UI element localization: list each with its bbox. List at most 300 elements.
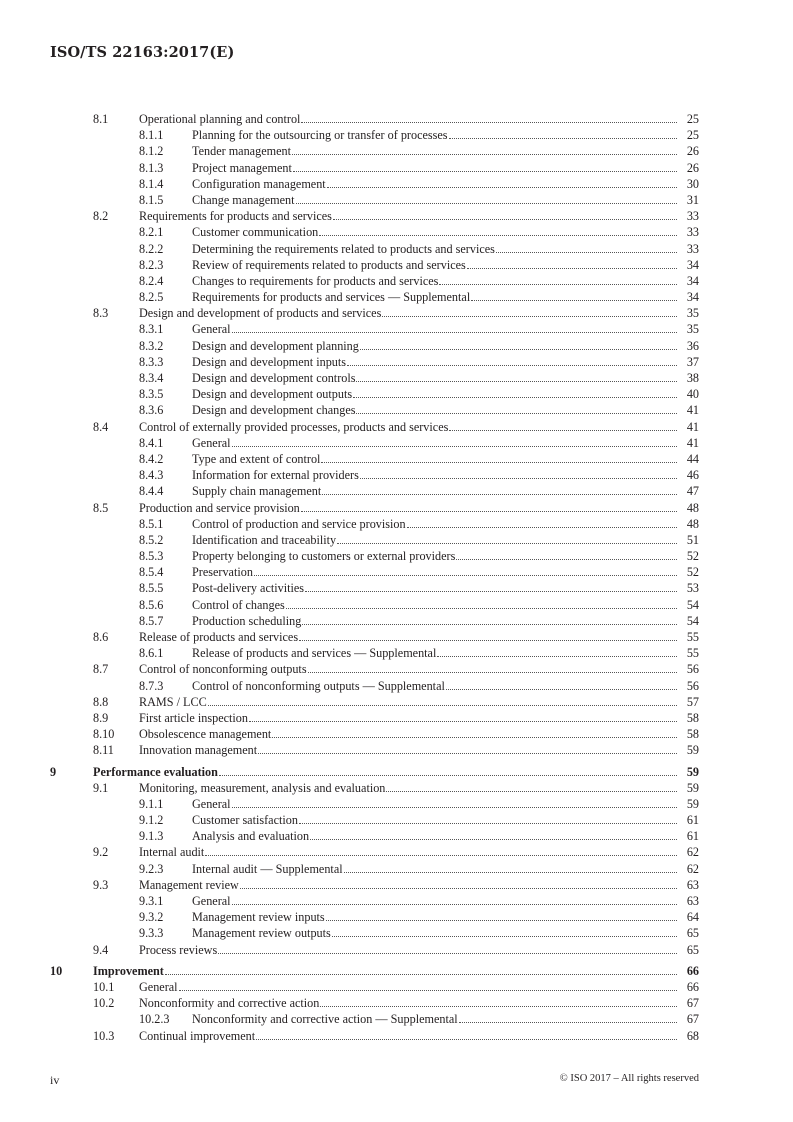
dot-leader (356, 380, 677, 382)
dot-leader (407, 526, 677, 528)
toc-entry[interactable] (0, 861, 793, 877)
toc-entry-number: 8.3 (93, 306, 109, 321)
toc-entry-title-leader (192, 580, 677, 596)
dot-leader (456, 558, 677, 560)
dot-leader (219, 774, 677, 776)
toc-entry-page: 55 (686, 630, 699, 644)
toc-entry-page: 63 (686, 877, 699, 892)
toc-entry-title-leader (192, 1011, 677, 1027)
toc-entry-number: 8.1.2 (139, 144, 164, 159)
toc-entry-title-leader (192, 925, 677, 941)
dot-leader (360, 348, 677, 350)
toc-entry-number: 9.1.2 (139, 813, 164, 828)
dot-leader (299, 639, 677, 641)
dot-leader (337, 542, 677, 544)
toc-entry[interactable] (0, 995, 793, 1011)
toc-entry-page: 38 (686, 371, 699, 385)
toc-entry-title-leader (192, 176, 677, 192)
toc-entry-title-leader (139, 419, 677, 435)
toc-entry-number: 8.5.7 (139, 613, 164, 628)
toc-entry-number: 8.3.3 (139, 354, 164, 369)
toc-entry-page: 25 (686, 112, 699, 126)
toc-entry-title-leader (192, 645, 677, 661)
toc-entry-title: Design and development planning (192, 338, 359, 353)
toc-entry-title-leader (139, 1028, 677, 1044)
toc-entry-title: Design and development outputs (192, 387, 353, 402)
toc-entry-title: Monitoring, measurement, analysis and evaluation (139, 780, 386, 795)
dot-leader (272, 736, 677, 738)
toc-entry-number: 8.1.1 (139, 128, 164, 143)
toc-entry-title-leader (139, 942, 677, 958)
dot-leader (205, 854, 677, 856)
toc-entry-page: 55 (686, 646, 699, 661)
dot-leader (382, 315, 677, 317)
toc-entry-number: 9.1.3 (139, 829, 164, 844)
toc-entry-title: Control of externally provided processes, products and services (139, 419, 449, 434)
toc-entry-page: 68 (686, 1028, 699, 1043)
toc-entry-title-leader (192, 548, 677, 564)
toc-entry-title-leader (139, 111, 677, 127)
toc-entry-title-leader (139, 629, 677, 645)
toc-entry[interactable] (0, 812, 793, 828)
toc-entry-number: 8.3.1 (139, 322, 164, 337)
toc-entry-title-leader (139, 780, 677, 796)
toc-entry[interactable] (0, 208, 793, 224)
toc-entry[interactable] (0, 661, 793, 677)
dot-leader (249, 720, 677, 722)
toc-entry-title: First article inspection (139, 710, 248, 725)
toc-entry-page: 53 (686, 581, 699, 596)
toc-entry-title: General (192, 322, 231, 337)
dot-leader (327, 186, 677, 188)
dot-leader (254, 574, 677, 576)
toc-entry-number: 8.6.1 (139, 646, 164, 661)
toc-entry-page: 65 (686, 926, 699, 941)
toc-entry-title: Changes to requirements for products and services (192, 273, 439, 288)
toc-entry-number: 8.11 (93, 743, 114, 758)
dot-leader (240, 887, 677, 889)
toc-entry-title: Continual improvement (139, 1028, 256, 1043)
toc-entry-title: Post-delivery activities (192, 581, 305, 596)
dot-leader (332, 935, 677, 937)
toc-entry[interactable] (0, 516, 793, 532)
toc-entry-title-leader (192, 127, 677, 143)
toc-entry-title-leader (192, 909, 677, 925)
toc-entry-title: Management review inputs (192, 910, 325, 925)
toc-entry-number: 8.7 (93, 662, 109, 677)
toc-entry-number: 9.2 (93, 845, 109, 860)
toc-entry-number: 8.2.5 (139, 290, 164, 305)
toc-entry-number: 9.2.3 (139, 861, 164, 876)
toc-entry-number: 8.8 (93, 694, 109, 709)
toc-entry-page: 52 (686, 565, 699, 580)
toc-entry-title-leader (192, 467, 677, 483)
toc-entry[interactable] (0, 613, 793, 629)
toc-entry-number: 9.1.1 (139, 796, 164, 811)
toc-entry-number: 10.2 (93, 996, 115, 1011)
dot-leader (467, 267, 677, 269)
toc-entry-title-leader (192, 861, 677, 877)
toc-entry[interactable] (0, 241, 793, 257)
toc-entry[interactable] (0, 160, 793, 176)
table-of-contents (0, 111, 793, 1044)
toc-entry-title: Innovation management (139, 743, 258, 758)
toc-entry-number: 9.3.2 (139, 910, 164, 925)
toc-entry[interactable] (0, 354, 793, 370)
toc-entry-number: 8.4.4 (139, 484, 164, 499)
dot-leader (296, 202, 677, 204)
dot-leader (218, 952, 677, 954)
toc-entry-page: 65 (686, 942, 699, 957)
toc-entry[interactable] (0, 694, 793, 710)
toc-entry-page: 54 (686, 597, 699, 612)
toc-entry-page: 26 (686, 144, 699, 159)
toc-entry-page: 31 (686, 192, 699, 207)
toc-entry-page: 35 (686, 322, 699, 337)
toc-entry-page: 40 (686, 387, 699, 402)
toc-entry-page: 30 (686, 176, 699, 191)
toc-entry[interactable] (0, 321, 793, 337)
toc-entry-number: 8.5 (93, 500, 109, 515)
toc-entry-page: 54 (686, 613, 699, 628)
dot-leader (293, 170, 677, 172)
toc-entry-number: 8.5.3 (139, 549, 164, 564)
toc-entry[interactable] (0, 726, 793, 742)
toc-entry[interactable] (0, 386, 793, 402)
toc-entry-title: Release of products and services — Supplemental (192, 646, 437, 661)
dot-leader (471, 299, 677, 301)
dot-leader (208, 704, 677, 706)
toc-entry-title: Control of changes (192, 597, 285, 612)
toc-entry-title-leader (192, 321, 677, 337)
toc-entry-title-leader (192, 370, 677, 386)
dot-leader (449, 429, 677, 431)
toc-entry[interactable] (0, 796, 793, 812)
toc-entry-title: Determining the requirements related to products and services (192, 241, 495, 256)
dot-leader (301, 510, 677, 512)
dot-leader (165, 973, 677, 975)
toc-entry-title-leader (192, 597, 677, 613)
toc-entry-page: 67 (686, 1012, 699, 1027)
toc-entry-title-leader (192, 451, 677, 467)
toc-entry-number: 8.4.3 (139, 468, 164, 483)
toc-entry[interactable] (0, 500, 793, 516)
toc-entry-title-leader (139, 877, 677, 893)
toc-entry-title: Nonconformity and corrective action — Supplemental (192, 1012, 458, 1027)
toc-entry[interactable] (0, 780, 793, 796)
toc-entry[interactable] (0, 942, 793, 958)
document-id-header: ISO/TS 22163:2017(E) (50, 44, 235, 61)
toc-entry[interactable] (0, 451, 793, 467)
toc-entry-title: Release of products and services (139, 630, 299, 644)
toc-entry-title: Production scheduling (192, 613, 302, 628)
toc-entry[interactable] (0, 192, 793, 208)
toc-entry[interactable] (0, 678, 793, 694)
toc-entry-page: 64 (686, 910, 699, 925)
toc-entry-page: 56 (686, 678, 699, 693)
toc-entry-title: Type and extent of control (192, 451, 321, 466)
toc-entry-number: 8.1.3 (139, 160, 164, 175)
toc-entry-number: 8.5.5 (139, 581, 164, 596)
toc-entry-title: RAMS / LCC (139, 694, 207, 709)
dot-leader (326, 919, 677, 921)
toc-entry[interactable] (0, 305, 793, 321)
toc-entry-page: 66 (686, 979, 699, 994)
toc-entry-page: 34 (686, 290, 699, 305)
toc-entry-title-leader (192, 532, 677, 548)
toc-entry-number: 10.1 (93, 979, 115, 994)
toc-entry-title-leader (192, 386, 677, 402)
toc-entry-number: 8.1.5 (139, 192, 164, 207)
toc-entry-number: 8.6 (93, 630, 109, 644)
toc-entry-title: Review of requirements related to products and services (192, 257, 466, 272)
dot-leader (322, 493, 677, 495)
toc-entry-number: 9.4 (93, 942, 109, 957)
toc-entry[interactable] (0, 893, 793, 909)
dot-leader (333, 218, 677, 220)
toc-entry[interactable] (0, 844, 793, 860)
toc-entry-page: 57 (686, 694, 699, 709)
toc-entry-number: 8.2.2 (139, 241, 164, 256)
toc-entry-title: Preservation (192, 565, 253, 580)
toc-entry-title: Control of nonconforming outputs (139, 662, 307, 677)
toc-entry-title-leader (192, 338, 677, 354)
toc-entry-page: 59 (686, 796, 699, 811)
dot-leader (299, 822, 677, 824)
dot-leader (258, 752, 677, 754)
toc-entry[interactable] (0, 532, 793, 548)
toc-entry-title: General (192, 435, 231, 450)
toc-entry-title-leader (192, 160, 677, 176)
toc-entry-page: 63 (686, 894, 699, 908)
toc-entry-title: Process reviews (139, 942, 218, 957)
toc-entry-title: Obsolescence management (139, 727, 272, 742)
dot-leader (319, 234, 677, 236)
toc-entry-page: 51 (686, 532, 699, 547)
toc-entry[interactable] (0, 629, 793, 645)
toc-entry[interactable] (0, 224, 793, 240)
toc-entry-page: 34 (686, 257, 699, 272)
toc-entry-title: Management review (139, 877, 239, 892)
dot-leader (437, 655, 677, 657)
toc-entry[interactable] (0, 370, 793, 386)
toc-entry-number: 8.5.6 (139, 597, 164, 612)
toc-entry[interactable] (0, 1011, 793, 1027)
toc-entry-page: 41 (686, 435, 699, 450)
toc-entry-number: 8.4.1 (139, 435, 164, 450)
toc-entry[interactable] (0, 467, 793, 483)
toc-entry-title: Control of nonconforming outputs — Supplemental (192, 678, 445, 693)
toc-entry-page: 33 (686, 241, 699, 256)
toc-entry-title-leader (192, 483, 677, 499)
toc-entry[interactable] (0, 877, 793, 893)
toc-entry-page: 56 (686, 662, 699, 677)
toc-entry[interactable] (0, 580, 793, 596)
toc-entry-number: 10 (50, 963, 63, 978)
toc-entry-number: 8.4.2 (139, 451, 164, 466)
toc-entry[interactable] (0, 402, 793, 418)
toc-entry[interactable] (0, 645, 793, 661)
dot-leader (344, 871, 677, 873)
toc-entry-number: 8.5.1 (139, 516, 164, 531)
toc-entry-title: Improvement (93, 963, 164, 978)
toc-entry-title-leader (93, 963, 677, 979)
page-number: iv (50, 1073, 60, 1087)
toc-entry-page: 25 (686, 128, 699, 143)
toc-entry-page: 62 (686, 845, 699, 860)
toc-entry-page: 41 (686, 419, 699, 434)
toc-entry-title-leader (139, 844, 677, 860)
toc-entry[interactable] (0, 764, 793, 780)
toc-entry-title-leader (192, 241, 677, 257)
toc-entry[interactable] (0, 1028, 793, 1044)
toc-entry-title: Internal audit — Supplemental (192, 861, 343, 876)
dot-leader (286, 607, 677, 609)
toc-entry[interactable] (0, 828, 793, 844)
toc-entry-page: 35 (686, 306, 699, 321)
toc-entry-title-leader (139, 694, 677, 710)
dot-leader (353, 396, 677, 398)
toc-entry[interactable] (0, 483, 793, 499)
toc-entry-number: 8.5.4 (139, 565, 164, 580)
toc-entry-title: Change management (192, 192, 295, 207)
toc-entry-page: 44 (686, 451, 699, 466)
toc-entry[interactable] (0, 979, 793, 995)
toc-entry-number: 8.3.6 (139, 403, 164, 418)
toc-entry-title-leader (93, 764, 677, 780)
toc-entry-title: Internal audit (139, 845, 205, 860)
toc-entry-page: 37 (686, 354, 699, 369)
toc-entry-page: 52 (686, 549, 699, 564)
toc-entry[interactable] (0, 742, 793, 758)
toc-entry[interactable] (0, 257, 793, 273)
toc-entry-number: 8.3.5 (139, 387, 164, 402)
toc-entry-title-leader (139, 661, 677, 677)
toc-entry-page: 59 (686, 764, 699, 779)
toc-entry[interactable] (0, 289, 793, 305)
dot-leader (459, 1021, 677, 1023)
toc-entry-title-leader (192, 143, 677, 159)
toc-entry-title: Identification and traceability (192, 532, 337, 547)
toc-entry-title: General (192, 796, 231, 811)
toc-entry-title-leader (192, 812, 677, 828)
toc-entry-title: Supply chain management (192, 484, 322, 499)
dot-leader (232, 903, 677, 905)
toc-entry-title-leader (192, 289, 677, 305)
toc-entry-number: 8.9 (93, 710, 109, 725)
toc-entry-number: 8.5.2 (139, 532, 164, 547)
toc-entry-title-leader (139, 208, 677, 224)
toc-entry-title: Information for external providers (192, 468, 359, 483)
toc-entry-title-leader (192, 796, 677, 812)
dot-leader (292, 153, 677, 155)
toc-entry-title: Design and development controls (192, 371, 356, 385)
toc-entry-number: 8.1.4 (139, 176, 164, 191)
toc-entry-title: Design and development inputs (192, 354, 347, 369)
toc-entry[interactable] (0, 597, 793, 613)
toc-entry-page: 67 (686, 996, 699, 1011)
toc-entry[interactable] (0, 338, 793, 354)
toc-entry-page: 66 (686, 963, 699, 978)
toc-entry-page: 59 (686, 780, 699, 795)
toc-entry[interactable] (0, 564, 793, 580)
toc-entry-title: Tender management (192, 144, 291, 159)
toc-entry-title: Configuration management (192, 176, 326, 191)
toc-entry[interactable] (0, 143, 793, 159)
toc-entry-title: General (139, 979, 178, 994)
dot-leader (301, 121, 677, 123)
toc-entry[interactable] (0, 435, 793, 451)
toc-entry-title: Production and service provision (139, 500, 300, 515)
toc-entry-title: Design and development of products and services (139, 306, 382, 321)
toc-entry-title: Design and development changes (192, 403, 356, 418)
toc-entry-title-leader (139, 995, 677, 1011)
toc-entry[interactable] (0, 127, 793, 143)
dot-leader (449, 137, 677, 139)
toc-entry-title-leader (192, 402, 677, 418)
toc-entry-title-leader (139, 979, 677, 995)
toc-entry-title: Management review outputs (192, 926, 331, 941)
dot-leader (347, 364, 677, 366)
dot-leader (320, 1005, 677, 1007)
toc-entry-title-leader (139, 742, 677, 758)
toc-entry-page: 62 (686, 861, 699, 876)
toc-entry-page: 47 (686, 484, 699, 499)
dot-leader (302, 623, 677, 625)
toc-entry-number: 8.2.4 (139, 273, 164, 288)
toc-entry-title: Analysis and evaluation (192, 829, 310, 844)
toc-entry-title: Planning for the outsourcing or transfer of processes (192, 128, 448, 143)
toc-entry[interactable] (0, 909, 793, 925)
toc-entry-number: 8.2.3 (139, 257, 164, 272)
toc-entry-title: Requirements for products and services (139, 209, 332, 224)
dot-leader (305, 590, 677, 592)
dot-leader (321, 461, 677, 463)
toc-entry[interactable] (0, 273, 793, 289)
toc-entry-page: 26 (686, 160, 699, 175)
toc-entry-title: General (192, 894, 231, 908)
dot-leader (310, 838, 677, 840)
dot-leader (232, 806, 677, 808)
toc-entry-number: 9.1 (93, 780, 109, 795)
toc-entry-title-leader (192, 192, 677, 208)
toc-entry[interactable] (0, 925, 793, 941)
dot-leader (446, 688, 677, 690)
toc-entry-title-leader (192, 224, 677, 240)
toc-entry-number: 9.3.3 (139, 926, 164, 941)
toc-entry-page: 41 (686, 403, 699, 418)
toc-entry[interactable] (0, 963, 793, 979)
toc-entry-page: 59 (686, 743, 699, 758)
toc-entry-number: 8.3.2 (139, 338, 164, 353)
toc-entry-number: 8.2 (93, 209, 109, 224)
toc-entry-title-leader (192, 678, 677, 694)
toc-entry-title: Performance evaluation (93, 764, 218, 779)
toc-entry-number: 8.1 (93, 112, 109, 126)
toc-entry-title-leader (192, 893, 677, 909)
toc-entry-title-leader (192, 564, 677, 580)
toc-entry-page: 46 (686, 468, 699, 483)
dot-leader (496, 251, 677, 253)
toc-entry[interactable] (0, 176, 793, 192)
toc-entry-number: 10.2.3 (139, 1012, 170, 1027)
toc-entry-title: Customer satisfaction (192, 813, 298, 828)
toc-entry[interactable] (0, 419, 793, 435)
toc-entry-title-leader (139, 710, 677, 726)
toc-entry[interactable] (0, 548, 793, 564)
toc-entry[interactable] (0, 111, 793, 127)
toc-entry[interactable] (0, 710, 793, 726)
